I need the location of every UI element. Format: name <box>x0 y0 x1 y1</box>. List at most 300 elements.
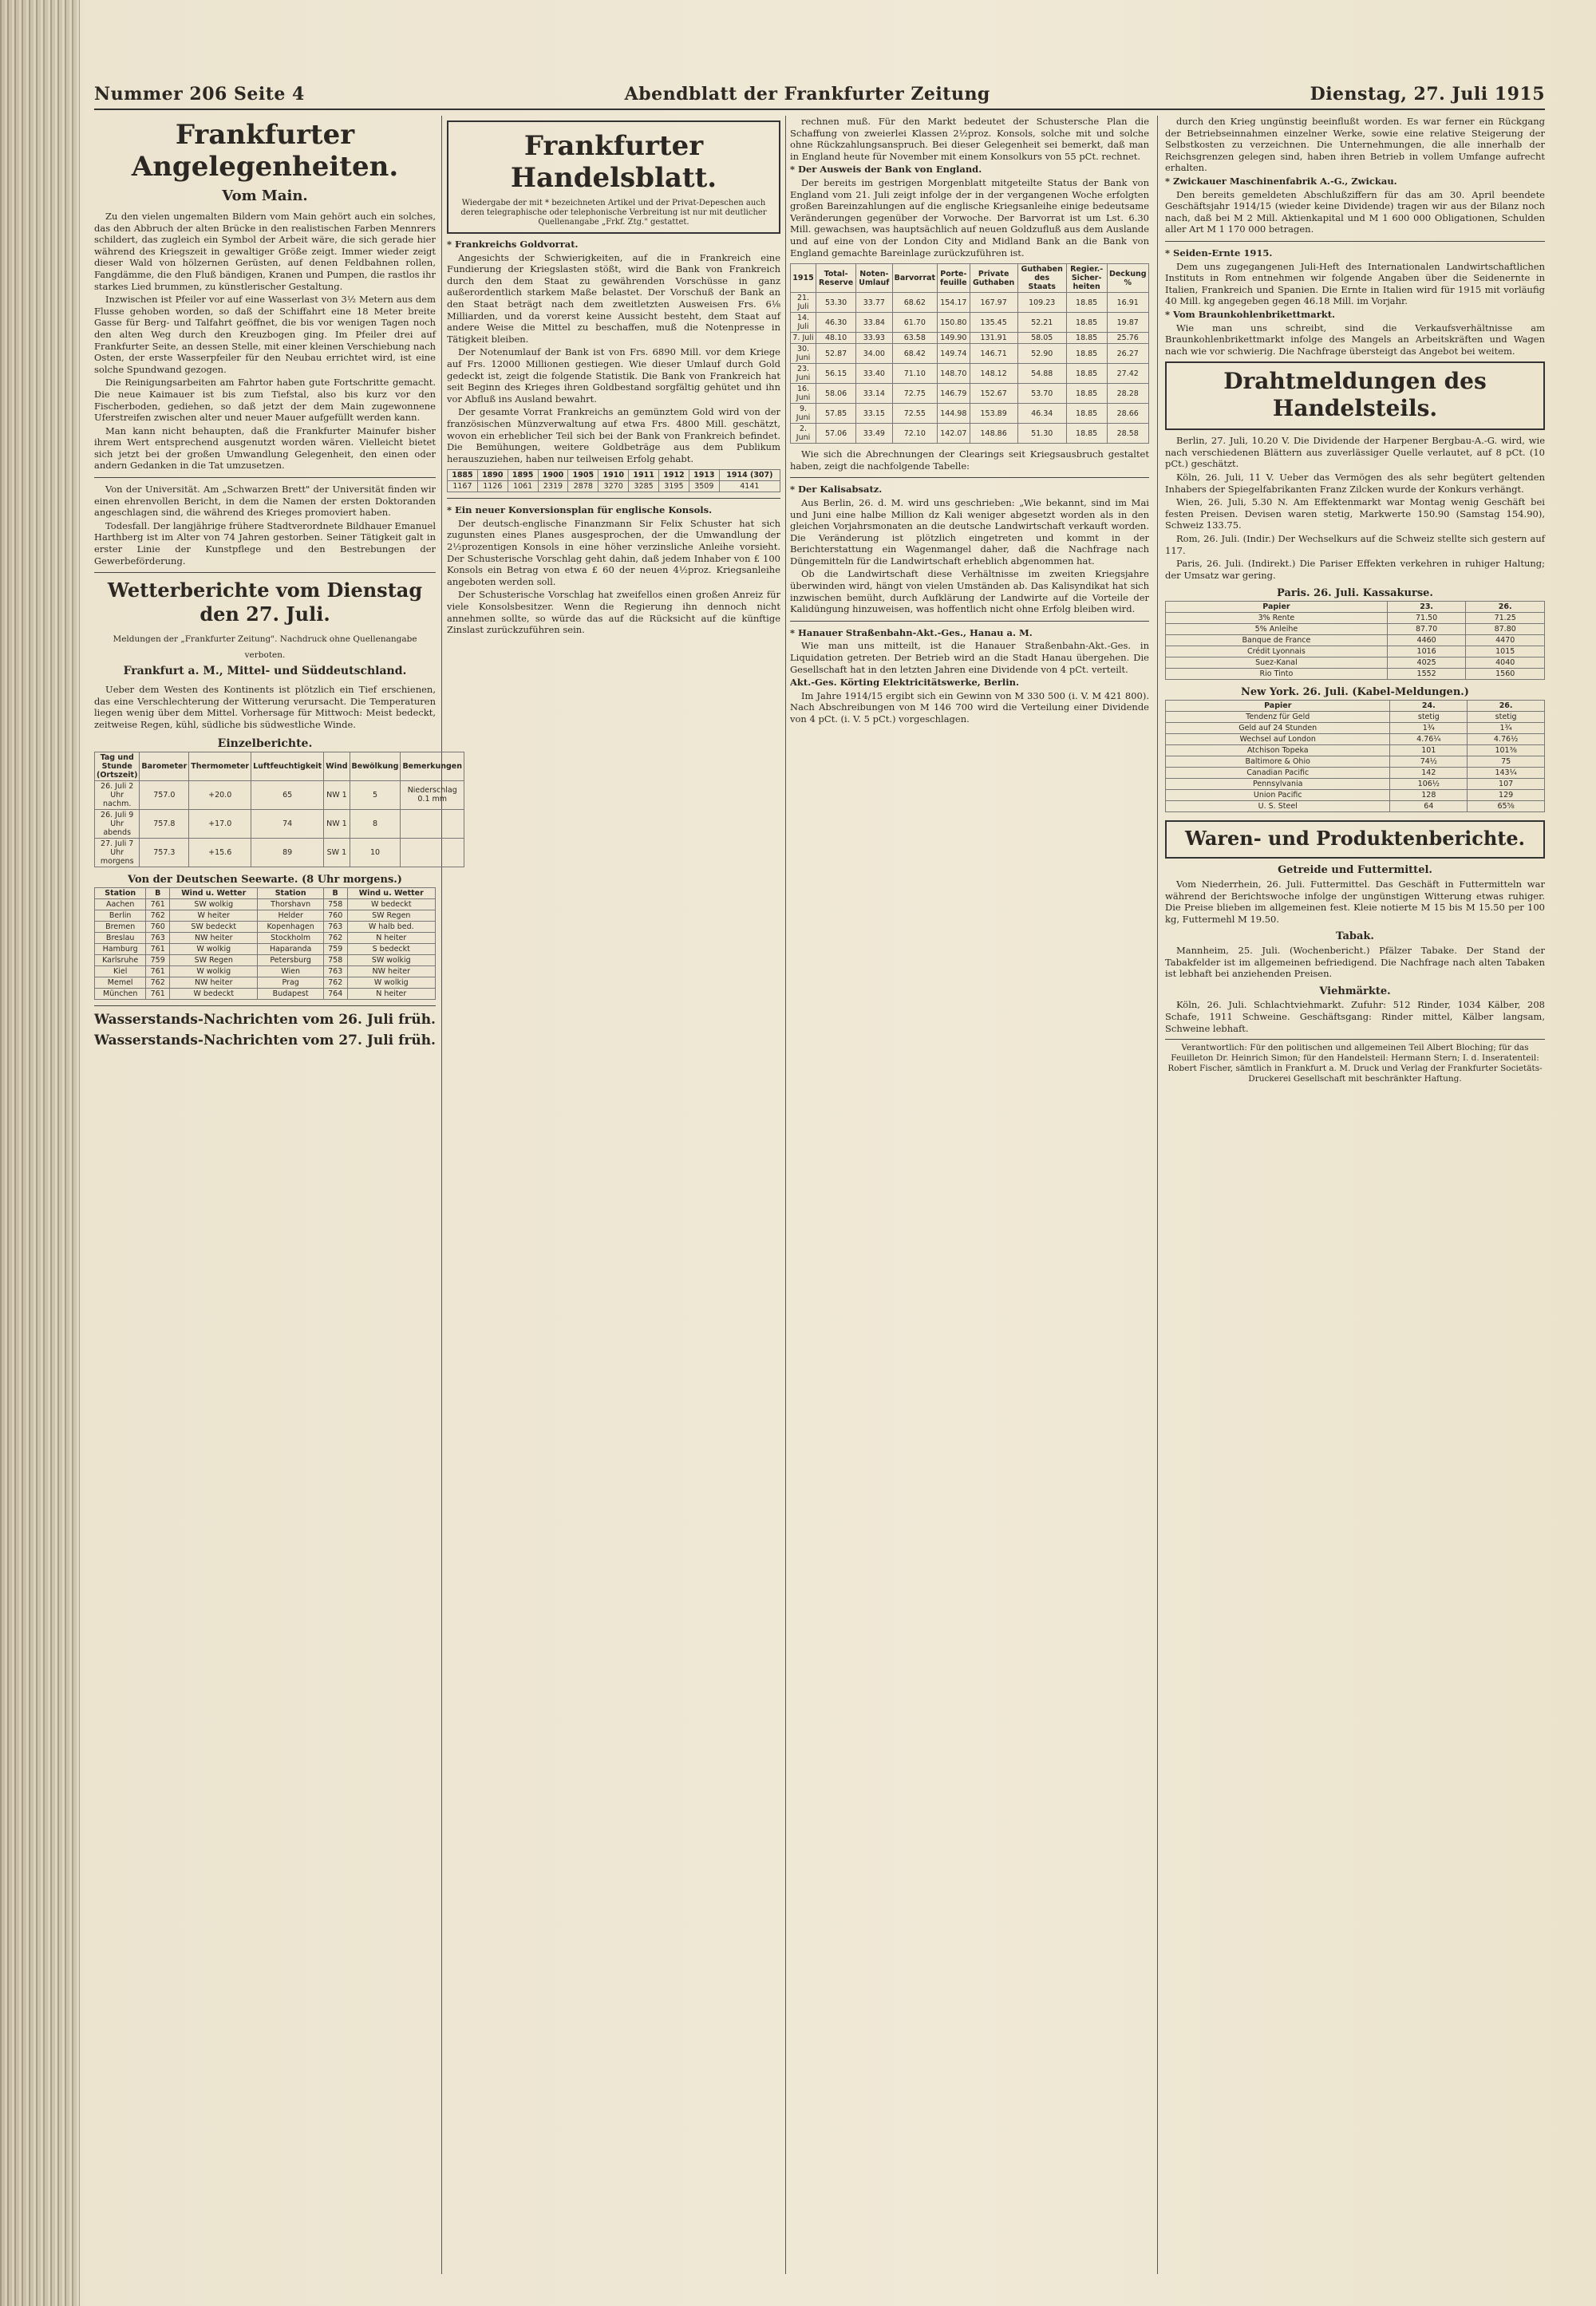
table-row <box>1166 768 1545 779</box>
table-row <box>95 921 436 932</box>
table-cell: 18.85 <box>1066 313 1107 333</box>
table-row <box>1166 779 1545 790</box>
table-cell: W heiter <box>170 910 258 921</box>
table-header-cell: Tag und Stunde (Ortszeit) <box>95 752 140 780</box>
table-header-cell: 1912 <box>659 470 689 481</box>
table-cell: 1¾ <box>1390 723 1468 734</box>
table-cell: 3270 <box>598 481 629 492</box>
table-row <box>1166 624 1545 635</box>
table-cell: 150.80 <box>938 313 970 333</box>
divider <box>94 477 436 478</box>
table-cell: 74 <box>251 809 324 838</box>
table-cell: 71.25 <box>1466 613 1545 624</box>
table-row <box>1166 613 1545 624</box>
article-body <box>1165 865 1545 1034</box>
divider <box>1165 241 1545 242</box>
column-business-news <box>790 116 1149 2274</box>
table-header-cell: Wind u. Wetter <box>347 887 435 898</box>
section-title: Frankfurter Handelsblatt. <box>510 130 717 194</box>
table-header-cell: Noten-Umlauf <box>856 264 893 293</box>
table-cell: 759 <box>323 943 347 954</box>
table-cell: 4025 <box>1387 657 1466 669</box>
paragraph: Im Jahre 1914/15 ergibt sich ein Gewinn von M 330 500 (i. V. M 421 800). Nach Abschreibungen von M 146 700 wird die Verteilung einer Dividende von 4 pCt. (i. V. 5 pCt.) vorgeschlagen. <box>790 689 1149 725</box>
paragraph: rechnen muß. Für den Markt bedeutet der Schustersche Plan die Schaffung von zweierlei Klassen 2½proz. Konsols, solche mit und solche ohne Rückzahlungsanspruch. Bei dieser Gelegenheit sei bemerkt, daß man in England heute für November mit einem Konsolkurs von 55 pCt. rechnet. <box>790 116 1149 162</box>
table-row <box>95 977 436 988</box>
table-header-cell: 26. <box>1466 602 1545 613</box>
table-cell: 5% Anleihe <box>1166 624 1388 635</box>
weather-text <box>94 684 436 730</box>
column-rule <box>1157 116 1158 2274</box>
table-cell: 72.55 <box>892 404 937 424</box>
table-header-cell: Deckung % <box>1107 264 1149 293</box>
article-title: Akt.-Ges. Körting Elektricitätswerke, Berlin. <box>790 677 1020 689</box>
paragraph: Der Schusterische Vorschlag hat zweifellos einen großen Anreiz für viele Konsolsbesitzer. Wenn die Regierung ihn dennoch nicht annehmen sollte, so würde das auf die Rücksicht auf die künftige Zinslast zurückzuführen sein. <box>447 589 780 636</box>
table-cell: 87.80 <box>1466 624 1545 635</box>
table-cell: 757.8 <box>140 809 189 838</box>
table-cell: 18.85 <box>1066 293 1107 313</box>
table-cell: 143¼ <box>1468 768 1545 779</box>
table-cell: 52.90 <box>1017 344 1066 364</box>
table-cell: Niederschlag 0.1 mm <box>401 780 464 809</box>
table-cell: 21. Juli <box>791 293 816 313</box>
table-cell: 52.87 <box>816 344 856 364</box>
table-cell: Pennsylvania <box>1166 779 1390 790</box>
article-body <box>790 448 1149 725</box>
table-header-row <box>448 470 780 481</box>
table-row <box>791 424 1149 444</box>
book-binding-edge <box>0 0 80 2306</box>
paragraph: Zu den vielen ungemalten Bildern vom Main gehört auch ein solches, das den Abbruch der alten Brücke in den realistischen Farben Mennrers schildert, das zugleich ein Symbol der Arbeit wäre, die sich gerade hier während des Kriegszeit in gewaltiger Größe zeigt. Immer wieder zeigt dieser Wald von hölzernen Gerüsten, auf denen Feldbahnen rollen, Fangdämme, die den Fluß bändigen, Kranen und Pumpen, die rastlos ihr starkes Lied brummen, zu künstlerischer Gestaltung. <box>94 211 436 292</box>
table-row <box>95 910 436 921</box>
table-cell: 64 <box>1390 801 1468 812</box>
table-cell: NW 1 <box>324 780 350 809</box>
paragraph: Man kann nicht behaupten, daß die Frankfurter Mainufer bisher ihrem Wert entsprechend ausgenutzt worden wären. Vielleicht bietet sich jetzt bei der großen Umwandlung Gelegenheit, den einen oder andern Gedanken in die Tat umzusetzen. <box>94 424 436 472</box>
table-header-cell: 1911 <box>629 470 659 481</box>
table-row <box>95 838 464 867</box>
table-cell: 26.27 <box>1107 344 1149 364</box>
table-cell: Helder <box>258 910 323 921</box>
table-header-cell: Wind <box>324 752 350 780</box>
table-cell: Kopenhagen <box>258 921 323 932</box>
table-cell: 57.06 <box>816 424 856 444</box>
section-title: Drahtmeldungen des Handelsteils. <box>1223 368 1487 422</box>
table-cell: 30. Juni <box>791 344 816 364</box>
table-cell: 761 <box>146 898 170 910</box>
table-cell: stetig <box>1390 712 1468 723</box>
table-cell: W bedeckt <box>347 898 435 910</box>
table-cell: 761 <box>146 988 170 999</box>
table-cell: NW heiter <box>347 965 435 977</box>
table-cell: Union Pacific <box>1166 790 1390 801</box>
handelsblatt-masthead <box>447 120 780 234</box>
table-cell: 762 <box>323 977 347 988</box>
divider <box>790 621 1149 622</box>
table-cell: 107 <box>1468 779 1545 790</box>
table-cell: Aachen <box>95 898 146 910</box>
einzel-title: Einzelberichte. <box>217 736 313 750</box>
table-cell: 33.15 <box>856 404 893 424</box>
table-cell: 58.05 <box>1017 333 1066 344</box>
table-cell: W wolkig <box>170 965 258 977</box>
table-cell: Karlsruhe <box>95 954 146 965</box>
table-header-cell: Regier.-Sicher-heiten <box>1066 264 1107 293</box>
table-cell: SW wolkig <box>347 954 435 965</box>
table-cell: Kiel <box>95 965 146 977</box>
table-cell: 71.50 <box>1387 613 1466 624</box>
table-cell: 148.12 <box>970 364 1017 384</box>
weather-region: Frankfurt a. M., Mittel- und Süddeutschland. <box>123 665 407 678</box>
draht-masthead <box>1165 361 1545 430</box>
table-row <box>1166 756 1545 768</box>
table-cell: N heiter <box>347 988 435 999</box>
paragraph: Köln, 26. Juli. Schlachtviehmarkt. Zufuhr: 512 Rinder, 1034 Kälber, 208 Schafe, 1911 Schweine. Geschäftsgang: Rinder mittel, Kälber langsam, Schweine lebhaft. <box>1165 999 1545 1034</box>
table-cell: 101⅜ <box>1468 745 1545 756</box>
table-cell: 128 <box>1390 790 1468 801</box>
table-header-cell: Station <box>95 887 146 898</box>
table-cell: NW heiter <box>170 977 258 988</box>
table-cell: 54.88 <box>1017 364 1066 384</box>
table-cell: Bremen <box>95 921 146 932</box>
table-cell: 89 <box>251 838 324 867</box>
table-cell: 68.62 <box>892 293 937 313</box>
table-cell: 4470 <box>1466 635 1545 646</box>
table-cell: 33.77 <box>856 293 893 313</box>
table-cell: 760 <box>146 921 170 932</box>
table-row <box>95 943 436 954</box>
table-row <box>791 313 1149 333</box>
table-cell: 131.91 <box>970 333 1017 344</box>
table-cell: W halb bed. <box>347 921 435 932</box>
table-cell: 33.49 <box>856 424 893 444</box>
paragraph: Wie man uns mitteilt, ist die Hanauer Straßenbahn-Akt.-Ges. in Liquidation getreten. Der Betrieb wird an die Stadt Hanau übergehen. Die Gesellschaft hat in den letzten Jahren eine Dividende von 4 pCt. verteilt. <box>790 640 1149 675</box>
table-cell: 1016 <box>1387 646 1466 657</box>
table-header-cell: 1913 <box>689 470 719 481</box>
table-cell: 146.71 <box>970 344 1017 364</box>
table-row <box>1166 745 1545 756</box>
table-cell: 761 <box>146 965 170 977</box>
table-cell: 148.70 <box>938 364 970 384</box>
table-cell: 46.34 <box>1017 404 1066 424</box>
paragraph: Der bereits im gestrigen Morgenblatt mitgeteilte Status der Bank von England vom 21. Juli zeigt infolge der in der vergangenen Woche erfolgten großen Bareinzahlungen auf die englische Kriegsanleihe einige bedeutsame Veränderungen gegenüber der Vorwoche. Der Barvorrat ist um Lst. 6.30 Mill. gewachsen, was hauptsächlich auf neuen Goldzufluß aus dem Auslande und auf eine von der London City and Midland Bank an die Bank von England gemachte Bareinlage zurückzuführen ist. <box>790 176 1149 259</box>
table-cell: 764 <box>323 988 347 999</box>
table-cell: 1061 <box>508 481 538 492</box>
table-cell: 56.15 <box>816 364 856 384</box>
table-cell: 129 <box>1468 790 1545 801</box>
table-cell: 759 <box>146 954 170 965</box>
article-title: * Vom Braunkohlenbrikettmarkt. <box>1165 308 1336 320</box>
table-cell: 18.85 <box>1066 364 1107 384</box>
table-cell: 14. Juli <box>791 313 816 333</box>
table-cell: Haparanda <box>258 943 323 954</box>
article-title: * Der Ausweis der Bank von England. <box>790 164 982 176</box>
table-cell: 33.14 <box>856 384 893 404</box>
table-cell: 63.58 <box>892 333 937 344</box>
page-header <box>94 80 1545 110</box>
article-title: Vom Main. <box>222 188 308 204</box>
seewarte-table <box>94 887 436 1000</box>
table-cell: N heiter <box>347 932 435 943</box>
bank-england-table <box>790 263 1149 444</box>
table-cell: 8 <box>350 809 401 838</box>
paris-table <box>1165 601 1545 680</box>
table-cell: Atchison Topeka <box>1166 745 1390 756</box>
table-header-cell: Station <box>258 887 323 898</box>
article-title: * Seiden-Ernte 1915. <box>1165 247 1273 259</box>
table-cell: SW Regen <box>347 910 435 921</box>
paragraph: durch den Krieg ungünstig beeinflußt worden. Es war ferner ein Rückgang der Betriebseinnahmen einzelner Werke, sowie eine relative Steigerung der Selbstkosten zu verzeichnen. Die Unternehmungen, die alle innerhalb der Reichsgrenzen gelegen sind, haben ihren Betrieb in vollem Umfange aufrecht erhalten. <box>1165 116 1545 174</box>
table-cell: 1167 <box>448 481 478 492</box>
table-cell: +15.6 <box>189 838 251 867</box>
table-cell: 142.07 <box>938 424 970 444</box>
column-handelsblatt <box>447 116 780 2274</box>
article-body <box>447 239 780 464</box>
paragraph: Wien, 26. Juli, 5.30 N. Am Effektenmarkt war Montag wenig Geschäft bei festen Preisen. Devisen waren stetig, Markwerte 150.90 (Samstag 154.90), Schweiz 133.75. <box>1165 496 1545 531</box>
vieh-title: Viehmärkte. <box>1319 985 1391 997</box>
table-cell: 33.84 <box>856 313 893 333</box>
table-cell: 762 <box>146 977 170 988</box>
table-cell: 758 <box>323 954 347 965</box>
table-cell: Rio Tinto <box>1166 669 1388 680</box>
table-cell: 65 <box>251 780 324 809</box>
paragraph: Inzwischen ist Pfeiler vor auf eine Wasserlast von 3½ Metern aus dem Flusse gehoben worden, so daß der Schiffahrt eine 18 Meter breite Gasse für Berg- und Talfahrt geöffnet, die bis vor wenigen Tagen noch den alten Weg durch den Kreuzbogen ging. Im Pfeiler drei auf Frankfurter Seite, an dessen Stelle, mit einer kleinen Verschiebung nach Osten, der erste Wasserpfeiler für den Neubau errichtet wird, ist eine solche Spundwand gezogen. <box>94 294 436 375</box>
table-cell: Hamburg <box>95 943 146 954</box>
table-cell: 763 <box>146 932 170 943</box>
table-row <box>95 780 464 809</box>
table-cell: W bedeckt <box>170 988 258 999</box>
table-header-row <box>791 264 1149 293</box>
table-cell: 2878 <box>568 481 598 492</box>
table-row <box>95 954 436 965</box>
table-cell: 9. Juni <box>791 404 816 424</box>
table-row <box>791 293 1149 313</box>
table-cell: 65⅝ <box>1468 801 1545 812</box>
table-cell: 3% Rente <box>1166 613 1388 624</box>
header-issue: Nummer 206 Seite 4 <box>94 84 305 105</box>
table-cell: 7. Juli <box>791 333 816 344</box>
tabak-title: Tabak. <box>1336 930 1374 943</box>
paragraph: Wie sich die Abrechnungen der Clearings seit Kriegsausbruch gestaltet haben, zeigt die nachfolgende Tabelle: <box>790 448 1149 472</box>
table-row <box>791 404 1149 424</box>
table-cell: Breslau <box>95 932 146 943</box>
table-cell: 153.89 <box>970 404 1017 424</box>
table-row <box>791 344 1149 364</box>
table-header-row <box>95 752 464 780</box>
article-body <box>447 504 780 636</box>
article-body <box>94 211 436 472</box>
paragraph: Todesfall. Der langjährige frühere Stadtverordnete Bildhauer Emanuel Harthberg ist im Alter von 74 Jahren gestorben. Seiner Tätigkeit galt in erster Linie der Kunstpflege und den Bestrebungen der Gewerbeförderung. <box>94 519 436 567</box>
wasser-title-2: Wasserstands-Nachrichten vom 27. Juli früh. <box>94 1032 436 1048</box>
paragraph: Köln, 26. Juli, 11 V. Ueber das Vermögen des als sehr begütert geltenden Inhabers der Spiegelfabrikanten Franz Zilcken wurde der Konkurs verhängt. <box>1165 472 1545 495</box>
divider <box>790 477 1149 478</box>
table-header-cell: Barometer <box>140 752 189 780</box>
table-row <box>1166 669 1545 680</box>
table-row <box>1166 657 1545 669</box>
reprint-note: Wiedergabe der mit * bezeichneten Artikel und der Privat-Depeschen auch deren telegraphische oder telephonische Verbreitung ist nur mit deutlicher Quellenangabe „Frkf. Ztg." gestattet. <box>460 199 767 227</box>
table-cell: Prag <box>258 977 323 988</box>
table-cell: 61.70 <box>892 313 937 333</box>
table-cell: 3509 <box>689 481 719 492</box>
table-cell: 58.06 <box>816 384 856 404</box>
table-cell: 5 <box>350 780 401 809</box>
article-body <box>1165 435 1545 581</box>
table-header-cell: 1914 (307) <box>719 470 780 481</box>
table-cell: Budapest <box>258 988 323 999</box>
paragraph: Wie man uns schreibt, sind die Verkaufsverhältnisse am Braunkohlenbrikettmarkt infolge des Mangels an Arbeitskräften und Wagen nach wie vor schwierig. Die Nachfrage übersteigt das Angebot bei weitem. <box>1165 322 1545 357</box>
table-header-cell: 26. <box>1468 701 1545 712</box>
table-header-cell: Papier <box>1166 701 1390 712</box>
weather-title: Wetterberichte vom Dienstag den 27. Juli. <box>107 578 423 626</box>
table-cell: 68.42 <box>892 344 937 364</box>
table-cell: 3285 <box>629 481 659 492</box>
paragraph: Aus Berlin, 26. d. M. wird uns geschrieben: „Wie bekannt, sind im Mai und Juni eine halbe Million dz Kali weniger abgesetzt worden als in den gleichen Vorjahrsmonaten an die deutsche Landwirtschaft verkauft worden. Die Veränderung ist plötzlich eingetreten und kommt in der Berichterstattung ein Wagenmangel daher, daß die Nachfrage nach Düngemitteln für die Landwirtschaft erheblich abgenommen hat. <box>790 496 1149 567</box>
table-cell: 757.3 <box>140 838 189 867</box>
table-cell: 27.42 <box>1107 364 1149 384</box>
table-cell: Suez-Kanal <box>1166 657 1388 669</box>
table-cell: W wolkig <box>347 977 435 988</box>
table-cell: U. S. Steel <box>1166 801 1390 812</box>
article-body <box>790 116 1149 259</box>
table-cell: Berlin <box>95 910 146 921</box>
table-cell: 33.40 <box>856 364 893 384</box>
divider <box>447 498 780 499</box>
paragraph: Die Reinigungsarbeiten am Fahrtor haben gute Fortschritte gemacht. Die neue Kaimauer ist bis zum Tiefstal, also bis kurz vor den Fischerboden, gediehen, so daß jetzt der dem Main zugewonnene Uferstreifen zwischen alter und neuer Mauer aufgefüllt werden kann. <box>94 377 436 424</box>
paragraph: Ueber dem Westen des Kontinents ist plötzlich ein Tief erschienen, das eine Verschlechterung der Witterung verursacht. Die Temperaturen liegen wenig über dem Mittel. Vorhersage für Mittwoch: Meist bedeckt, zeitweise Regen, kühl, südliche bis südwestliche Winde. <box>94 684 436 730</box>
table-cell: 106½ <box>1390 779 1468 790</box>
table-cell: 10 <box>350 838 401 867</box>
table-cell: Petersburg <box>258 954 323 965</box>
table-cell: 71.10 <box>892 364 937 384</box>
table-cell: 109.23 <box>1017 293 1066 313</box>
table-row <box>95 898 436 910</box>
table-cell: Memel <box>95 977 146 988</box>
table-cell: 3195 <box>659 481 689 492</box>
table-cell: 4141 <box>719 481 780 492</box>
article-body <box>94 484 436 567</box>
table-header-cell: Papier <box>1166 602 1388 613</box>
table-header-cell: Bewölkung <box>350 752 401 780</box>
table-row <box>1166 646 1545 657</box>
table-cell: 53.70 <box>1017 384 1066 404</box>
paragraph: Dem uns zugegangenen Juli-Heft des Internationalen Landwirtschaftlichen Instituts in Rom entnehmen wir folgende Angaben über die Seidenernte in Italien, Frankreich und Spanien. Die Ernte in Italien wird für 1915 mit vorläufig 40 Mill. kg angegeben gegen 46.18 Mill. im Vorjahr. <box>1165 260 1545 307</box>
table-cell: 4460 <box>1387 635 1466 646</box>
table-cell: 52.21 <box>1017 313 1066 333</box>
table-cell: 1015 <box>1466 646 1545 657</box>
table-cell: 33.93 <box>856 333 893 344</box>
table-header-cell: 1910 <box>598 470 629 481</box>
table-cell: NW heiter <box>170 932 258 943</box>
table-row <box>1166 734 1545 745</box>
table-cell: Thorshavn <box>258 898 323 910</box>
table-cell: 4040 <box>1466 657 1545 669</box>
table-row <box>95 809 464 838</box>
table-cell: Stockholm <box>258 932 323 943</box>
article-body <box>1165 116 1545 357</box>
table-cell: 28.58 <box>1107 424 1149 444</box>
waren-masthead <box>1165 820 1545 859</box>
table-cell: SW 1 <box>324 838 350 867</box>
table-header-cell: 1900 <box>538 470 568 481</box>
table-cell: Baltimore & Ohio <box>1166 756 1390 768</box>
table-header-cell: 23. <box>1387 602 1466 613</box>
table-cell: 154.17 <box>938 293 970 313</box>
table-cell: 1560 <box>1466 669 1545 680</box>
paragraph: Der gesamte Vorrat Frankreichs an gemünztem Gold wird von der französischen Münzverwaltung auf etwa Frs. 4800 Mill. geschätzt, wovon ein erheblicher Teil sich bei der Bank von Frankreich befindet. Die Bemühungen, weitere Goldbeträge aus dem Publikum herauszuziehen, haben nur teilweisen Erfolg gehabt. <box>447 406 780 464</box>
table-cell: Wien <box>258 965 323 977</box>
paragraph: Rom, 26. Juli. (Indir.) Der Wechselkurs auf die Schweiz stellte sich gestern auf 117. <box>1165 533 1545 556</box>
paris-title: Paris. 26. Juli. Kassakurse. <box>1277 587 1433 600</box>
table-cell: 19.87 <box>1107 313 1149 333</box>
table-cell: 762 <box>323 932 347 943</box>
table-cell: 167.97 <box>970 293 1017 313</box>
table-cell: 74½ <box>1390 756 1468 768</box>
article-title: * Zwickauer Maschinenfabrik A.-G., Zwickau. <box>1165 175 1397 187</box>
table-cell: 18.85 <box>1066 424 1107 444</box>
table-cell: München <box>95 988 146 999</box>
table-header-row <box>1166 602 1545 613</box>
table-cell: 1126 <box>477 481 508 492</box>
column-market-reports <box>1165 116 1545 2274</box>
table-header-cell: 24. <box>1390 701 1468 712</box>
table-cell: 4.76¼ <box>1390 734 1468 745</box>
paragraph: Berlin, 27. Juli, 10.20 V. Die Dividende der Harpener Bergbau-A.-G. wird, wie nach verschiedenen Blättern aus zuverlässiger Quelle verlautet, auf 8 pCt. (10 pCt.) geschätzt. <box>1165 435 1545 470</box>
table-cell: 27. Juli 7 Uhr morgens <box>95 838 140 867</box>
paragraph: Mannheim, 25. Juli. (Wochenbericht.) Pfälzer Tabake. Der Stand der Tabakfelder ist im allgemeinen befriedigend. Die Nachfrage nach alten Tabaken ist lebhaft bei anziehenden Preisen. <box>1165 944 1545 980</box>
table-header-cell: 1915 <box>791 264 816 293</box>
divider <box>94 572 436 573</box>
paragraph: Ob die Landwirtschaft diese Verhältnisse im zweiten Kriegsjahre überwinden wird, hängt von vielen Umständen ab. Das Kalisyndikat hat sich inzwischen bemüht, durch Aufklärung der Landwirte auf die Vorteile der Kalidüngung hinzuweisen, was hoffentlich nicht ohne Erfolg bleiben wird. <box>790 568 1149 615</box>
table-cell: 101 <box>1390 745 1468 756</box>
table-header-row <box>1166 701 1545 712</box>
table-cell: W wolkig <box>170 943 258 954</box>
table-cell: 75 <box>1468 756 1545 768</box>
table-row <box>1166 801 1545 812</box>
table-header-cell: 1885 <box>448 470 478 481</box>
table-cell: NW 1 <box>324 809 350 838</box>
table-cell: 149.90 <box>938 333 970 344</box>
table-cell: 25.76 <box>1107 333 1149 344</box>
table-cell: S bedeckt <box>347 943 435 954</box>
table-header-cell: Private Guthaben <box>970 264 1017 293</box>
table-cell: 2319 <box>538 481 568 492</box>
table-header-cell: 1895 <box>508 470 538 481</box>
table-cell: stetig <box>1468 712 1545 723</box>
table-cell: 148.86 <box>970 424 1017 444</box>
table-header-cell: Thermometer <box>189 752 251 780</box>
table-cell: 757.0 <box>140 780 189 809</box>
table-row <box>95 988 436 999</box>
table-cell: 87.70 <box>1387 624 1466 635</box>
table-cell: Canadian Pacific <box>1166 768 1390 779</box>
weather-note: Meldungen der „Frankfurter Zeitung". Nachdruck ohne Quellenangabe verboten. <box>113 634 417 661</box>
table-header-cell: Total-Reserve <box>816 264 856 293</box>
table-row <box>1166 712 1545 723</box>
article-title: * Hanauer Straßenbahn-Akt.-Ges., Hanau a. M. <box>790 626 1033 638</box>
article-title: * Frankreichs Goldvorrat. <box>447 239 579 250</box>
gold-year-table <box>447 469 780 492</box>
table-header-cell: 1890 <box>477 470 508 481</box>
table-cell: SW Regen <box>170 954 258 965</box>
paragraph: Den bereits gemeldeten Abschlußziffern für das am 30. April beendete Geschäftsjahr 1914/15 (wieder keine Dividende) tragen wir aus der Bilanz noch nach, daß bei M 2 Mill. Aktienkapital und M 1 600 000 Obligationen, Schulden aller Art M 1 170 000 betragen. <box>1165 188 1545 235</box>
table-cell: 16.91 <box>1107 293 1149 313</box>
table-cell: +17.0 <box>189 809 251 838</box>
table-cell: 34.00 <box>856 344 893 364</box>
section-title: Frankfurter Angelegenheiten. <box>131 119 399 183</box>
table-cell: Geld auf 24 Stunden <box>1166 723 1390 734</box>
table-header-row <box>95 887 436 898</box>
divider <box>94 1005 436 1006</box>
table-cell: 763 <box>323 921 347 932</box>
imprint: Verantwortlich: Für den politischen und allgemeinen Teil Albert Bloching; für das Feuilleton Dr. Heinrich Simon; für den Handelsteil: Hermann Stern; I. d. Inseratenteil: Robert Fischer, sämtlich in Frankfurt a. M. Druck und Verlag der Frankfurter Societäts-Druckerei Gesellschaft mit beschränkter Haftung. <box>1165 1039 1545 1084</box>
